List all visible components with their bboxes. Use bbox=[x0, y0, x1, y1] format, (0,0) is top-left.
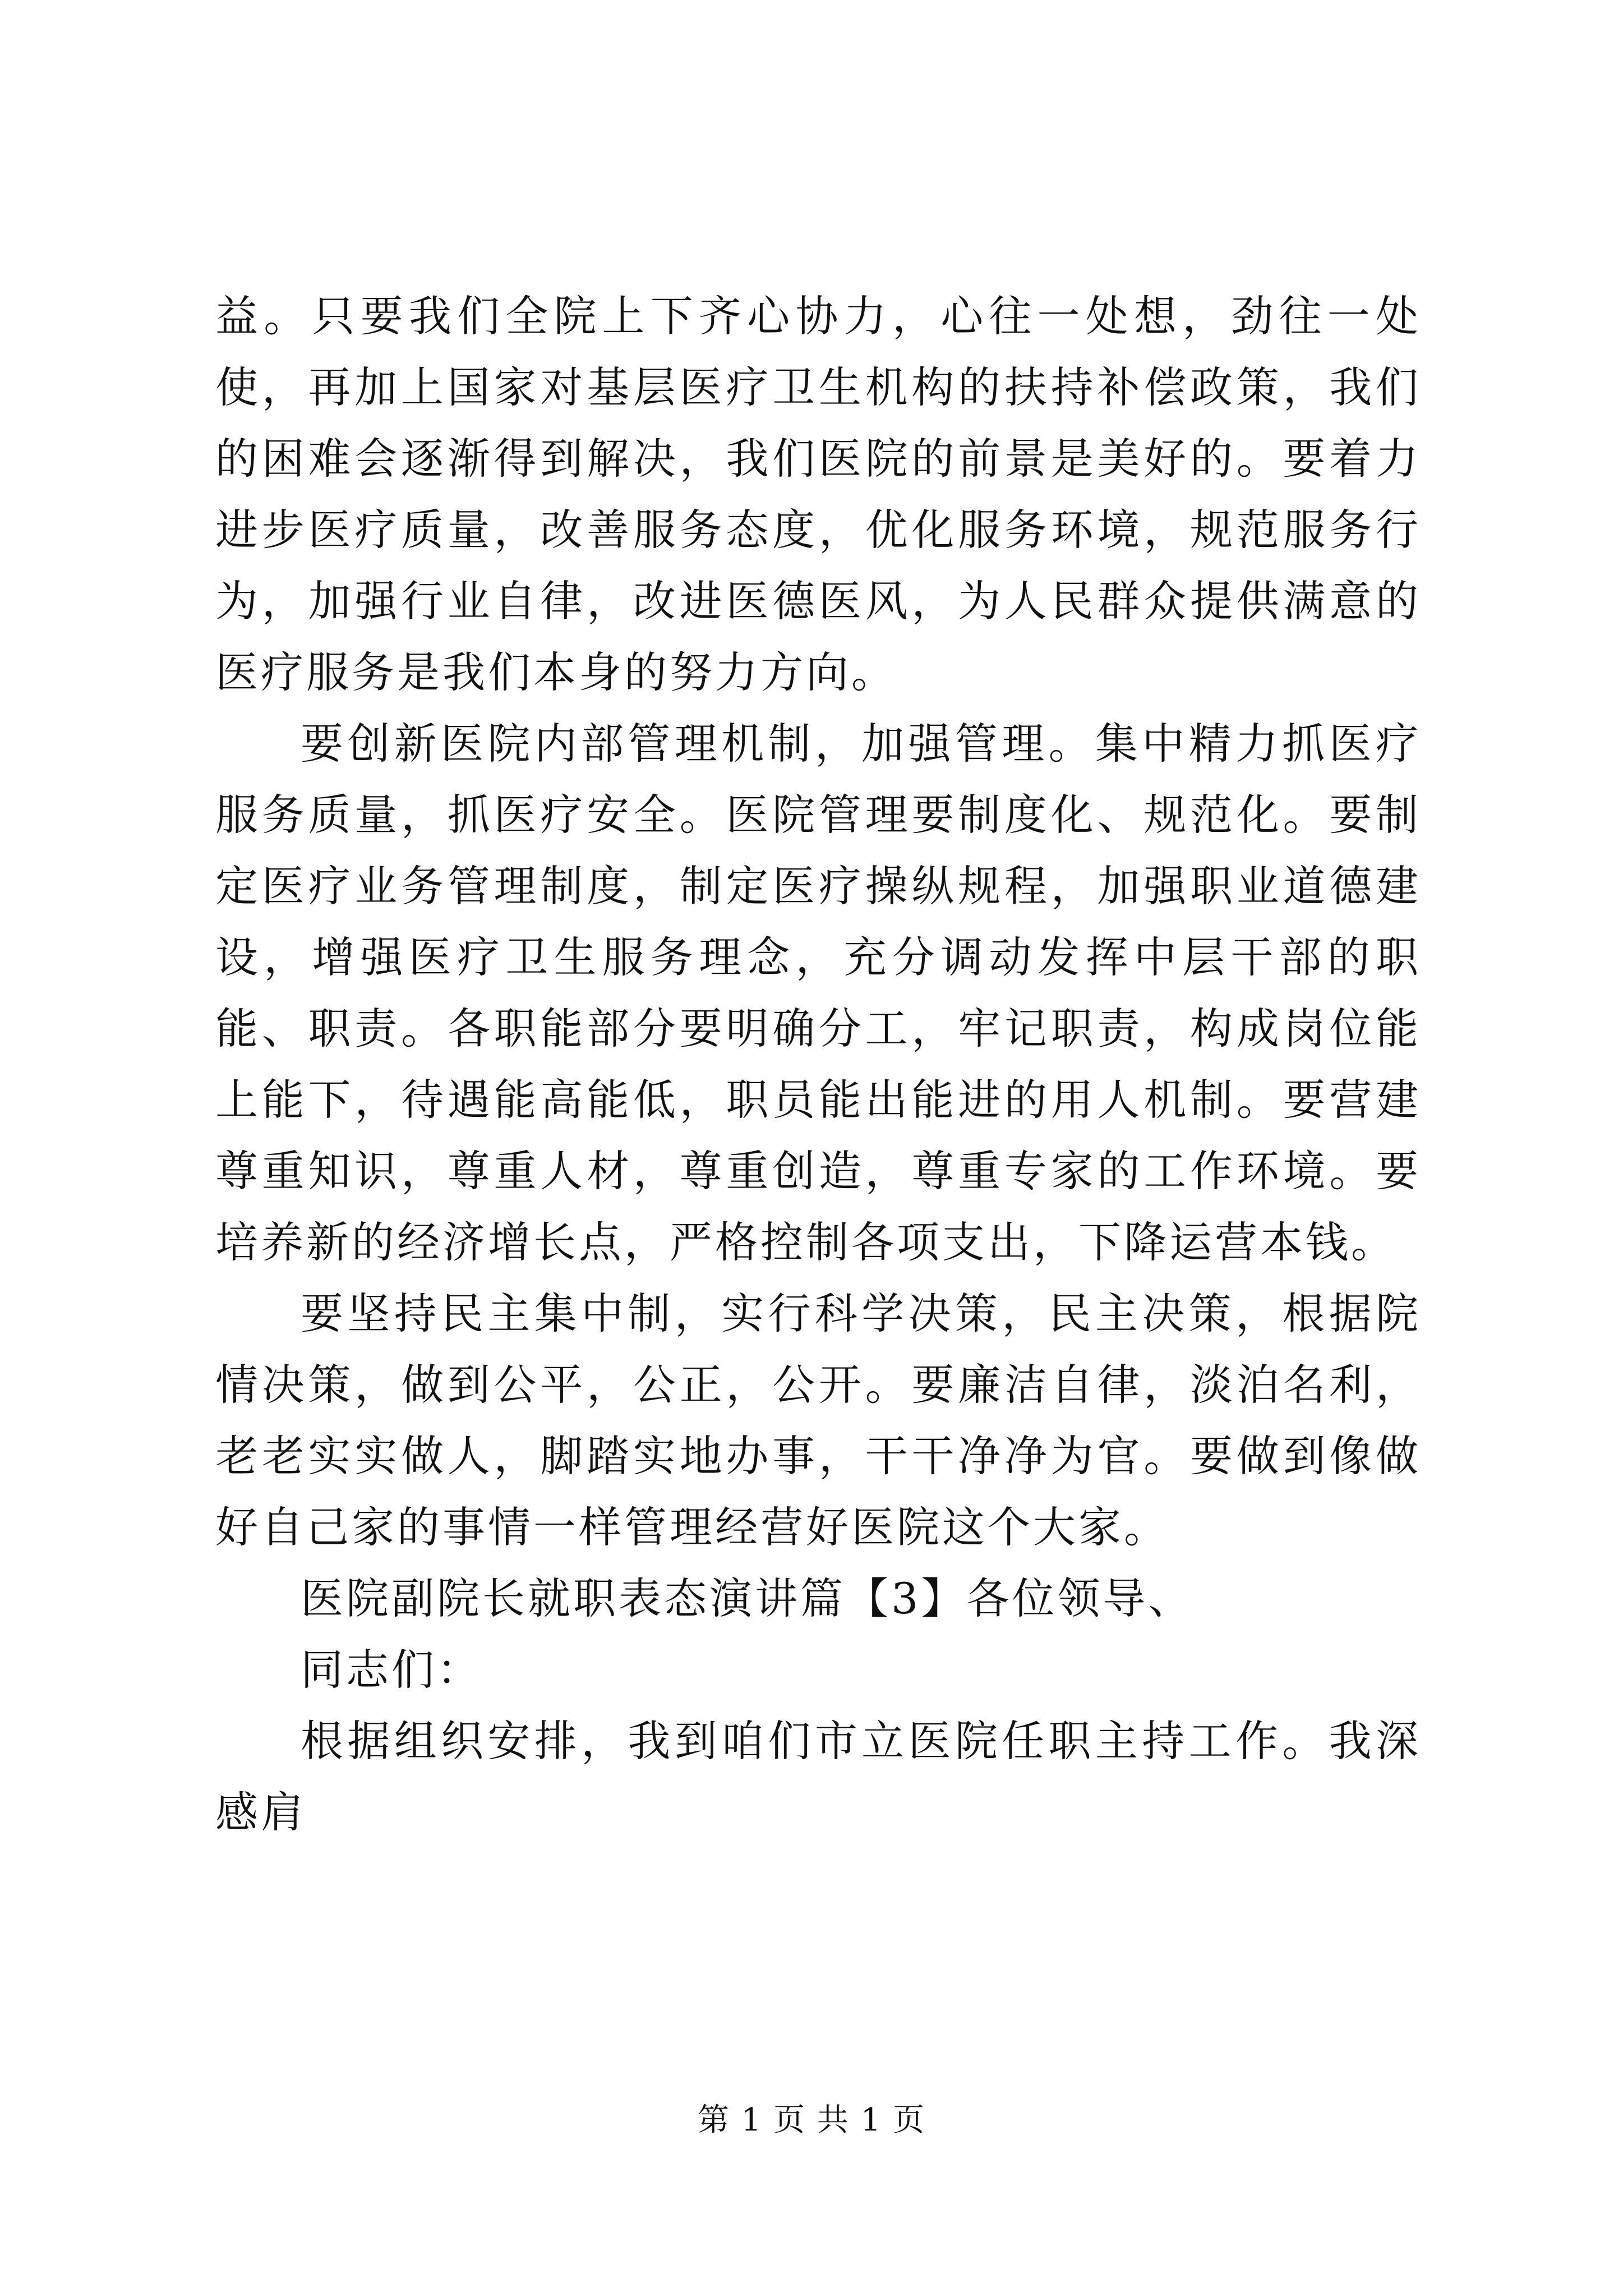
paragraph-1: 益。只要我们全院上下齐心协力，心往一处想，劲往一处使，再加上国家对基层医疗卫生机构的扶持补偿政策，我们的困难会逐渐得到解决，我们医院的前景是美好的。要着力进步医疗质量，改善服务态度，优化服务环境，规范服务行为，加强行业自律，改进医德医风，为人民群众提供满意的医疗服务是我们本身的努力方向。 bbox=[215, 291, 1421, 697]
section-heading: 医院副院长就职表态演讲篇【3】各位领导、 bbox=[301, 1573, 1194, 1623]
paragraph-4: 根据组织安排，我到咱们市立医院任职主持工作。我深感肩 bbox=[215, 1716, 1421, 1837]
paragraph-3: 要坚持民主集中制，实行科学决策，民主决策，根据院情决策，做到公平，公正，公开。要廉洁自律，淡泊名利，老老实实做人，脚踏实地办事，干干净净为官。要做到像做好自己家的事情一样管理经营好医院这个大家。 bbox=[215, 1289, 1421, 1552]
page-number: 第 1 页 共 1 页 bbox=[697, 2102, 926, 2138]
page-footer bbox=[0, 2101, 1623, 2140]
salutation: 同志们： bbox=[301, 1645, 482, 1695]
body-text bbox=[215, 280, 1421, 1848]
paragraph-2: 要创新医院内部管理机制，加强管理。集中精力抓医疗服务质量，抓医疗安全。医院管理要制度化、规范化。要制定医疗业务管理制度，制定医疗操纵规程，加强职业道德建设，增强医疗卫生服务理念，充分调动发挥中层干部的职能、职责。各职能部分要明确分工，牢记职责，构成岗位能上能下，待遇能高能低，职员能出能进的用人机制。要营建尊重知识，尊重人材，尊重创造，尊重专家的工作环境。要培养新的经济增长点，严格控制各项支出，下降运营本钱。 bbox=[215, 719, 1421, 1267]
